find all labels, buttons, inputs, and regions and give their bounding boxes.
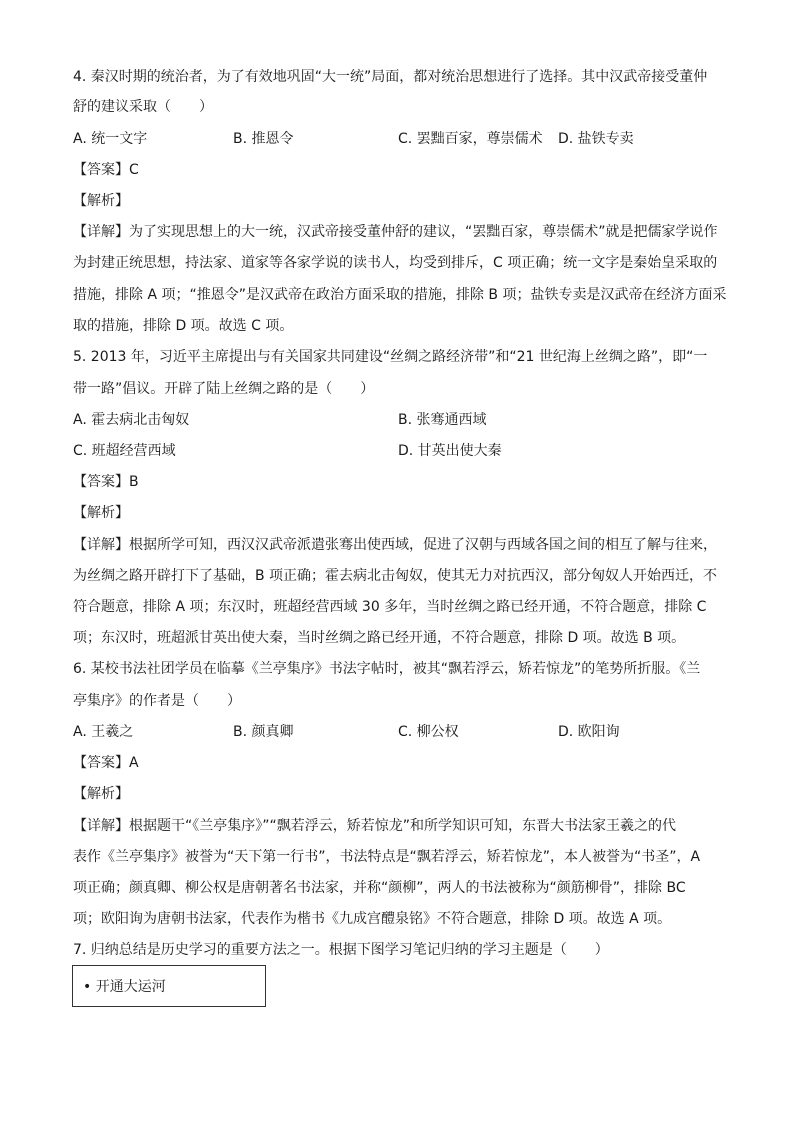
q5-detail-line1: 【详解】根据所学可知，西汉汉武帝派遣张骞出使西域，促进了汉朝与西域各国之间的相互了解与往来， xyxy=(73,537,717,553)
q5-option-c: C. 班超经营西域 xyxy=(73,443,176,459)
q4-option-c: C. 罢黜百家，尊崇儒术 xyxy=(398,131,543,147)
q5-option-d: D. 甘英出使大秦 xyxy=(398,443,502,459)
q6-stem-line2: 亭集序》的作者是（ ） xyxy=(73,693,241,709)
q6-analysis-label: 【解析】 xyxy=(73,786,129,802)
q6-stem-line1: 6. 某校书法社团学员在临摹《兰亭集序》书法字帖时，被其“飘若浮云，矫若惊龙”的笔势所折服。《兰 xyxy=(73,661,701,677)
q5-answer: 【答案】B xyxy=(73,474,139,490)
q7-note-item: • 开通大运河 xyxy=(83,979,166,995)
q5-detail-line4: 项；东汉时，班超派甘英出使大秦，当时丝绸之路已经开通，不符合题意，排除 D 项。故选 B 项。 xyxy=(73,630,686,646)
q6-detail-line1: 【详解】根据题干“《兰亭集序》”“飘若浮云，矫若惊龙”和所学知识可知，东晋大书法家王羲之的代 xyxy=(73,818,677,834)
q4-option-a: A. 统一文字 xyxy=(73,131,148,147)
q6-detail-line3: 项正确；颜真卿、柳公权是唐朝著名书法家，并称“颜柳”，两人的书法被称为“颜筋柳骨”，排除 BC xyxy=(73,880,686,896)
q4-option-d: D. 盐铁专卖 xyxy=(558,131,634,147)
q4-stem-line1: 4. 秦汉时期的统治者，为了有效地巩固“大一统”局面，都对统治思想进行了选择。其中汉武帝接受董仲 xyxy=(73,69,708,85)
q4-detail-line3: 措施，排除 A 项；“推恩令”是汉武帝在政治方面采取的措施，排除 B 项；盐铁专卖是汉武帝在经济方面采 xyxy=(73,287,727,303)
q6-answer: 【答案】A xyxy=(73,755,139,771)
q6-option-a: A. 王羲之 xyxy=(73,724,134,740)
q4-answer: 【答案】C xyxy=(73,162,139,178)
q4-detail-line4: 取的措施，排除 D 项。故选 C 项。 xyxy=(73,318,294,334)
q4-detail-line2: 为封建正统思想，持法家、道家等各家学说的读书人，均受到排斥，C 项正确；统一文字是秦始皇采取的 xyxy=(73,255,718,271)
q7-study-note-box xyxy=(72,965,266,1007)
q6-detail-line4: 项；欧阳询为唐朝书法家，代表作为楷书《九成宫醴泉铭》不符合题意，排除 D 项。故选 A 项。 xyxy=(73,911,672,927)
q4-analysis-label: 【解析】 xyxy=(73,193,129,209)
q6-option-d: D. 欧阳询 xyxy=(558,724,620,740)
q5-stem-line2: 带一路”倡议。开辟了陆上丝绸之路的是（ ） xyxy=(73,381,375,397)
q7-stem-line1: 7. 归纳总结是历史学习的重要方法之一。根据下图学习笔记归纳的学习主题是（ ） xyxy=(73,942,609,958)
q5-option-a: A. 霍去病北击匈奴 xyxy=(73,412,190,428)
q4-detail-line1: 【详解】为了实现思想上的大一统，汉武帝接受董仲舒的建议，“罢黜百家，尊崇儒术”就是把儒家学说作 xyxy=(73,224,718,240)
q6-option-c: C. 柳公权 xyxy=(398,724,459,740)
q6-option-b: B. 颜真卿 xyxy=(233,724,294,740)
q6-detail-line2: 表作《兰亭集序》被誉为“天下第一行书”，书法特点是“飘若浮云，矫若惊龙”，本人被誉为“书圣”，A xyxy=(73,849,701,865)
q4-stem-line2: 舒的建议采取（ ） xyxy=(73,99,213,115)
q5-stem-line1: 5. 2013 年，习近平主席提出与有关国家共同建设“丝绸之路经济带”和“21 世纪海上丝绸之路”，即“一 xyxy=(73,349,708,365)
q4-option-b: B. 推恩令 xyxy=(233,131,294,147)
q5-option-b: B. 张骞通西域 xyxy=(398,412,487,428)
q5-detail-line2: 为丝绸之路开辟打下了基础，B 项正确；霍去病北击匈奴，使其无力对抗西汉，部分匈奴人开始西迁，不 xyxy=(73,568,718,584)
q5-detail-line3: 符合题意，排除 A 项；东汉时，班超经营西域 30 多年，当时丝绸之路已经开通，不符合题意，排除 C xyxy=(73,599,707,615)
q5-analysis-label: 【解析】 xyxy=(73,505,129,521)
